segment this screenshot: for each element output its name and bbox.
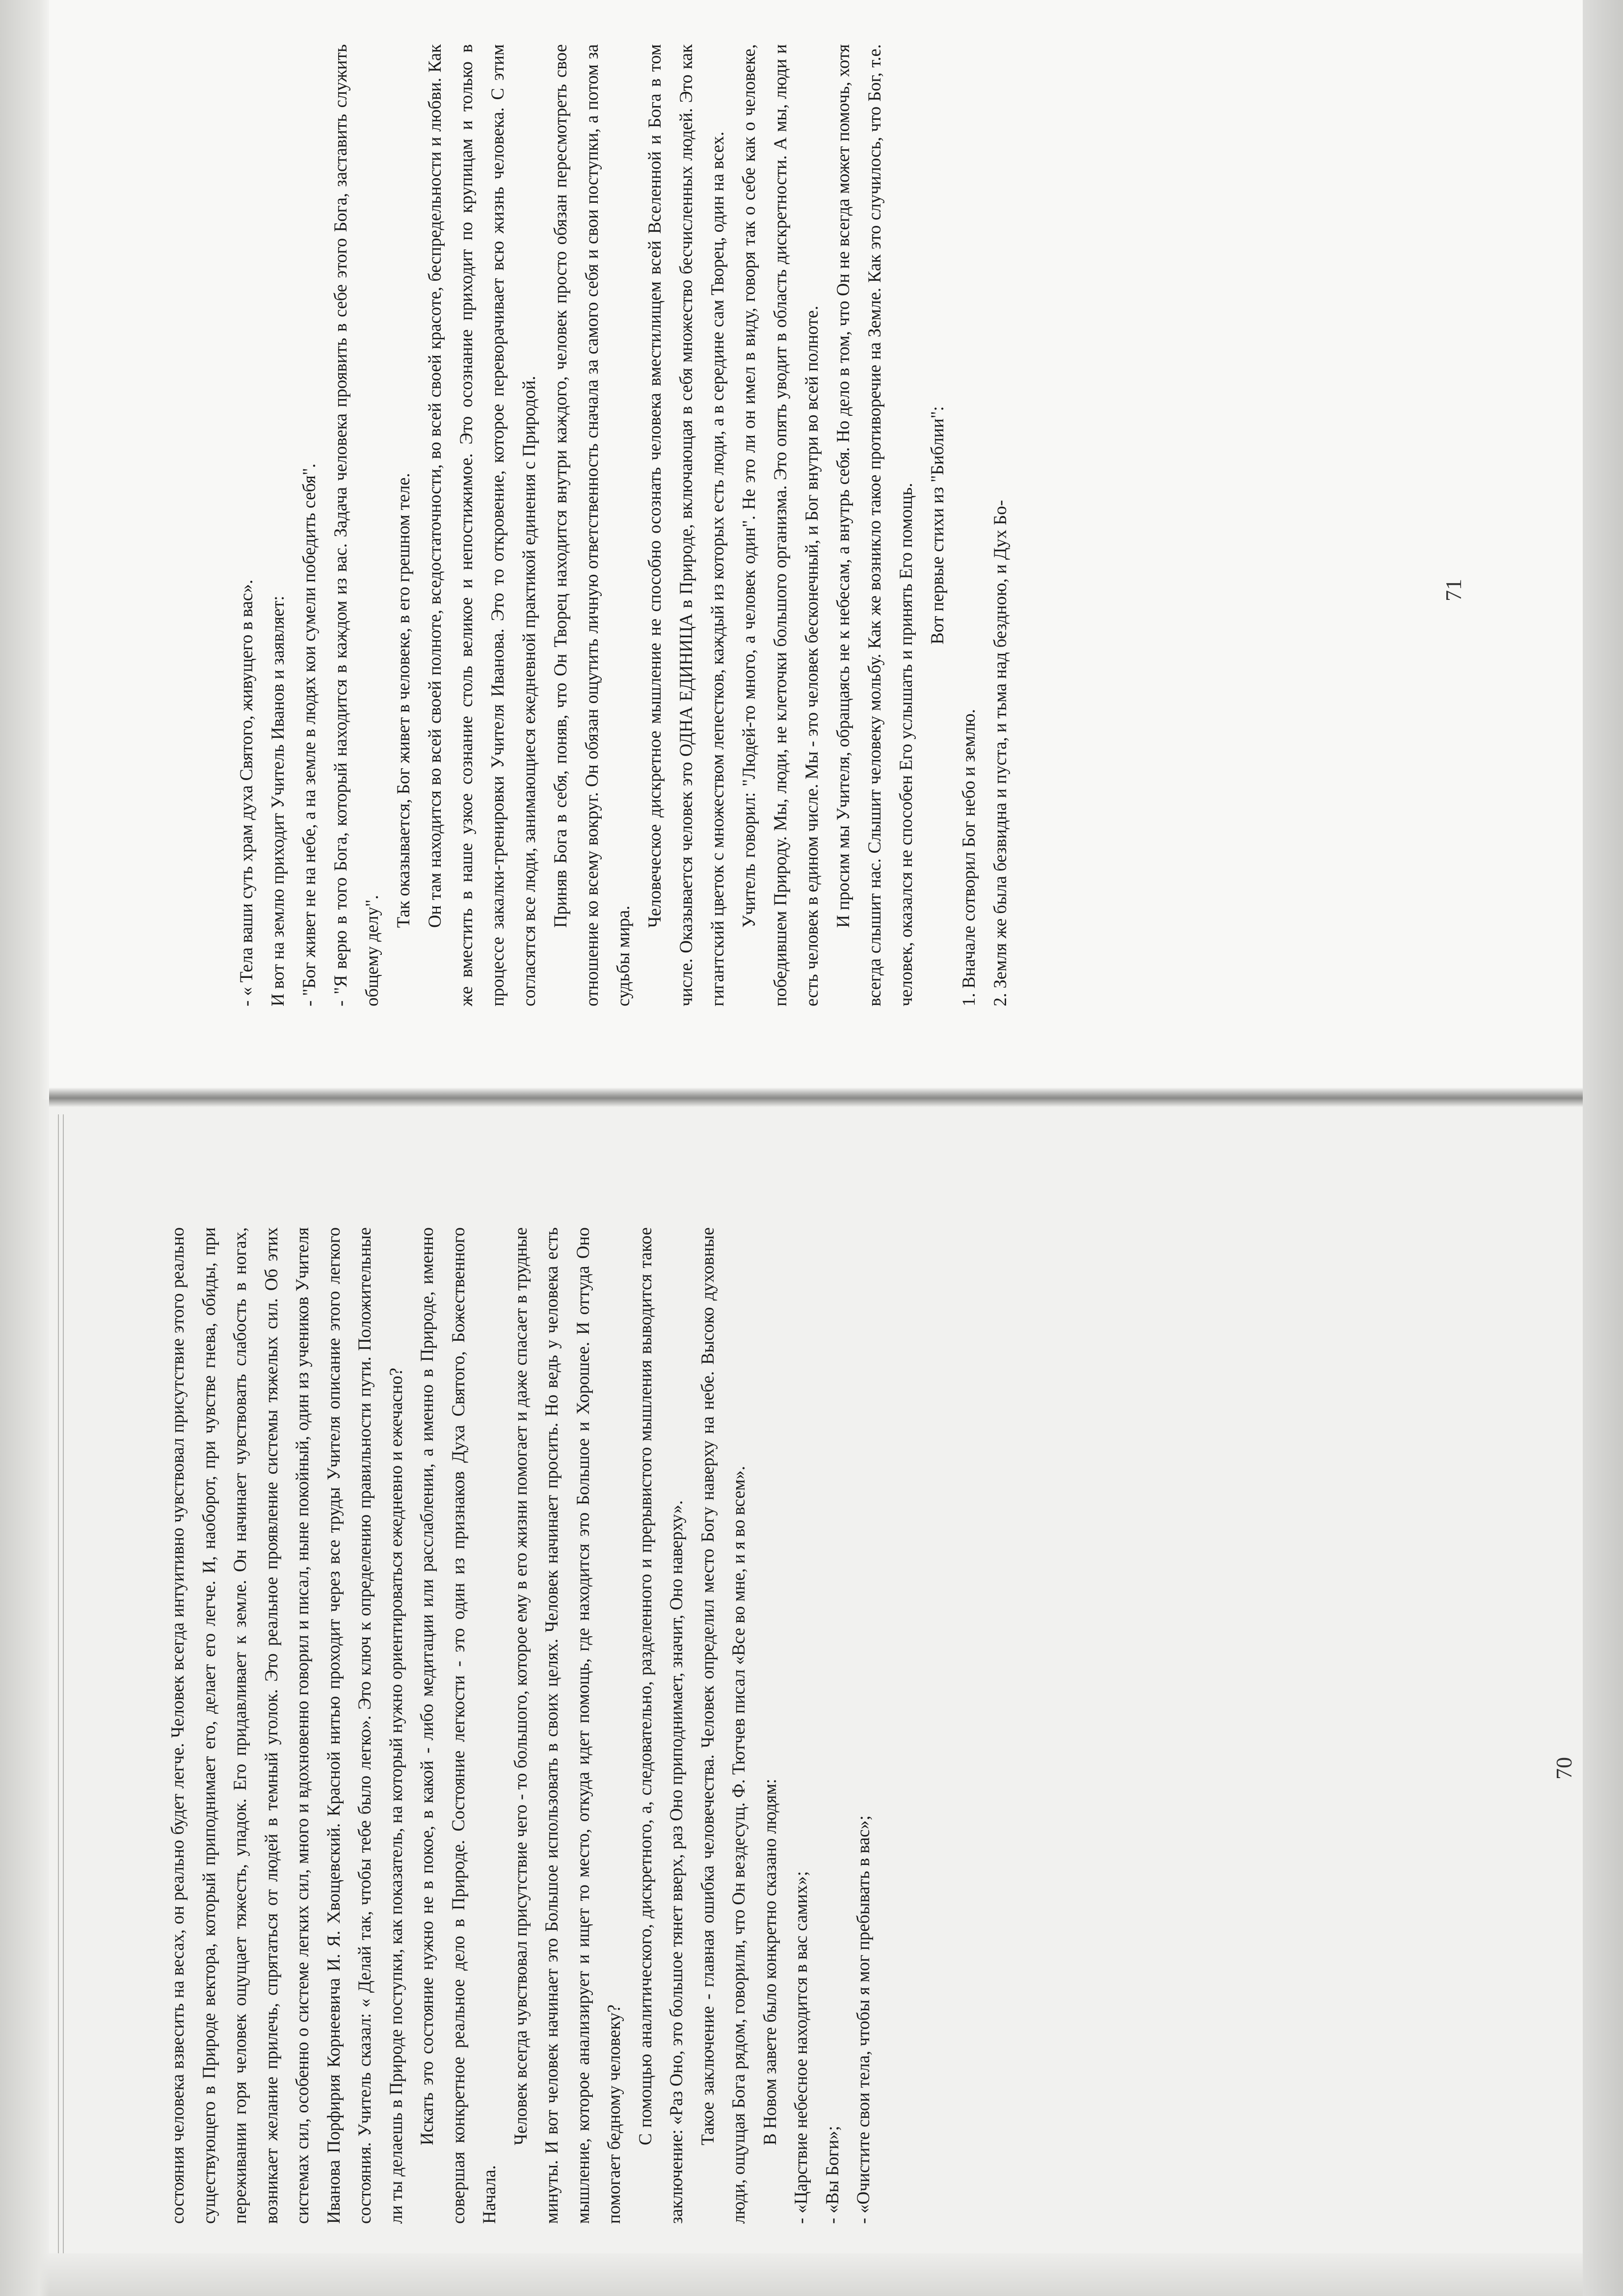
paragraph: И просим мы Учителя, обращаясь не к небесам, а внутрь себя. Но дело в том, что Он не всегда может помочь, хотя всегда слышит нас. Слышит человеку мольбу. Как же возникло такое противоречие на Земле. Как это случилось, что Бог, т.е. человек, оказался не способен Его услышать и принять Его помощь. [833,44,916,1006]
page-number-70: 70 [1551,1757,1576,1780]
paragraph: - «Царствие небесное находится в вас самих»; [791,1871,811,2224]
paragraph: Такое заключение - главная ошибка человечества. Человек определил место Богу наверху на небе. Высоко духовные люди, ощущая Бога рядом, говорили, что Он вездесущ. Ф. Тютчев писал «Все во мне, и я во всем». [697,1227,748,2224]
scan-shadow-right [1583,0,1623,2296]
page-edge [63,1114,64,2293]
paragraph: Человеческое дискретное мышление не способно осознать человека вместилищем всей Вселенной и Бога в том числе. Оказывается человек это ОДНА ЕДИНИЦА в Природе, включающая в себя множество бесчисленных людей. Это как гигантский цветок с множеством лепестков, каждый из которых есть люди, а в середине сам Творец, один на всех. [644,44,727,1006]
paragraph: Вот первые стихи из "Библии": [927,406,947,645]
paragraph: В Новом завете было конкретно сказано людям: [759,1779,780,2145]
book-gutter [49,1087,1583,1107]
paragraph: 2. Земля же была безвидна и пуста, и тьма над бездною, и Дух Бо- [990,500,1010,1006]
page-number-71: 71 [1441,579,1466,601]
paragraph: - «Очистите свои тела, чтобы я мог пребывать в вас»; [853,1815,873,2224]
page-bottom-edge [39,2253,1590,2296]
paragraph: Искать это состояние нужно не в покое, в какой - либо медитации или расслаблении, а именно в Природе, именно совершая конкретное реальное дело в Природе. Состояние легкости - это один из признаков Духа Святого, Божественного Начала. [417,1227,499,2224]
page-70-text [162,1227,879,2224]
paragraph: Человек всегда чувствовал присутствие чего - то большого, которое ему в его жизни помогает и даже спасает в трудные минуты. И вот человек начинает это Большое использовать в своих целях. Человек начинает просить. Но ведь у человека есть мышление, которое анализирует и ищет то место, откуда идет помощь, где находится это Большое и Хорошее. И оттуда Оно помогает бедному человеку? [510,1227,624,2224]
paragraph: 1. Вначале сотворил Бог небо и землю. [958,709,979,1006]
paragraph: Он там находится во всей своей полноте, вседостаточности, во всей своей красоте, беспредельности и любви. Как же вместить в наше узкое сознание столь великое и непостижимое. Это осознание приходит по крупицам и только в процессе закалки-тренировки Учителя Иванова. Это то откровение, которое переворачивает всю жизнь человека. С этим согласятся все люди, занимающиеся ежедневной практикой единения с Природой. [425,44,539,1006]
paragraph: состояния человека взвесить на весах, он реально будет легче. Человек всегда интуитивно чувствовал присутствие этого реально существующего в Природе вектора, который приподнимает его, делает его легче. И, наоборот, при чувстве гнева, обиды, при переживании горя человек ощущает тяжесть, упадок. Его придавливает к земле. Он начинает чувствовать слабость в ногах, возникает желание прилечь, спрятаться от людей в темный уголок. Это реальное проявление системы тяжелых сил. Об этих системах сил, особенно о системе легких сил, много и вдохновенно говорил и писал, ныне покойный, один из учеников Учителя Иванова Порфирия Корнеевича И. Я. Хвощевский. Красной нитью проходит через все труды Учителя описание этого легкого состояния. Учитель сказал: « Делай так, чтобы тебе было легко». Это ключ к определению правильности пути. Положительные ли ты делаешь в Природе поступки, как показатель, на который нужно ориентироваться ежедневно и ежечасно? [167,1227,406,2224]
page-71-text [231,44,1016,1006]
paragraph: Так оказывается, Бог живет в человеке, в его грешном теле. [393,473,413,928]
paragraph: - "Я верю в того Бога, который находится в каждом из вас. Задача человека проявить в себе этого Бога, заставить служить общему делу". [330,44,382,1006]
paragraph: С помощью аналитического, дискретного, а, следовательно, разделенного и прерывистого мышления выводится такое заключение: «Раз Оно, это большое тянет вверх, раз Оно приподнимает, значит, Оно наверху». [635,1227,686,2224]
paragraph: Приняв Бога в себя, поняв, что Он Творец находится внутри каждого, человек просто обязан пересмотреть свое отношение ко всему вокруг. Он обязан ощутить личную ответственность сначала за самого себя и свои поступки, а потом за судьбы мира. [550,44,633,1006]
paragraph: - « Тела ваши суть храм духа Святого, живущего в вас». [236,579,256,1006]
page-edge [58,1114,59,2293]
scan-shadow-left [0,0,49,2296]
paragraph: Учитель говорил: "Людей-то много, а человек один". Не это ли он имел в виду, говоря так о себе как о человеке, победившем Природу. Мы, люди, не клеточки большого организма. Это опять уводит в область дискретности. А мы, люди и есть человек в едином числе. Мы - это человек бесконечный, и Бог внутри во всей полноте. [739,44,822,1006]
paragraph: - "Бог живет не на небе, а на земле в людях кои сумели победить себя". [299,463,319,1006]
paragraph: - «Вы Боги»; [822,2126,842,2224]
paragraph: И вот на землю приходит Учитель Иванов и заявляет: [267,595,288,1006]
